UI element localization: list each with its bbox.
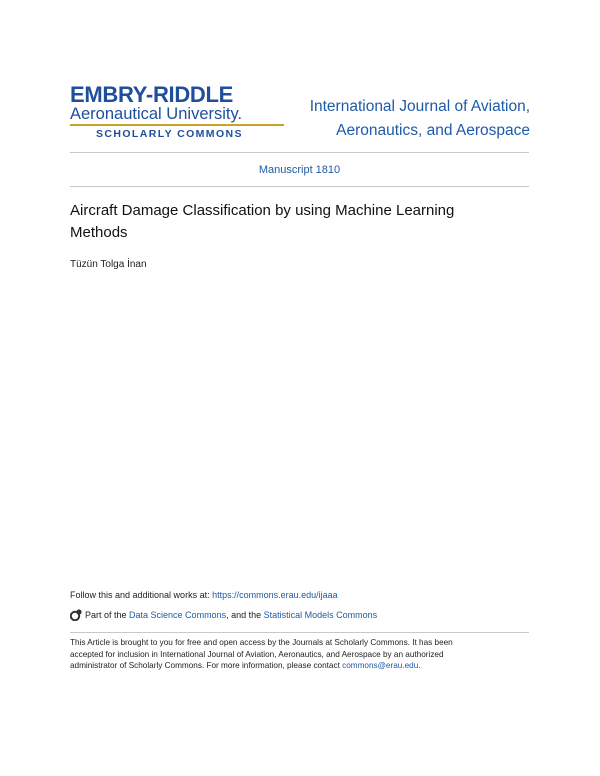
manuscript-divider bbox=[70, 186, 529, 187]
access-statement bbox=[70, 637, 510, 672]
access-statement-suffix: . bbox=[418, 661, 421, 670]
logo-subtitle: Aeronautical University. bbox=[70, 105, 243, 123]
header-divider bbox=[70, 152, 529, 153]
commons-network-icon bbox=[70, 609, 82, 623]
part-of-line bbox=[70, 609, 377, 623]
logo-tagline: SCHOLARLY COMMONS bbox=[96, 128, 243, 140]
part-of-prefix: Part of the bbox=[85, 610, 130, 620]
access-statement-line-1: This Article is brought to you for free and open access by the Journals at Scholarly Commons. It has been bbox=[70, 638, 453, 647]
access-statement-line-3 bbox=[70, 660, 510, 672]
logo-wordmark: EMBRY-RIDDLE bbox=[70, 82, 234, 107]
journal-title[interactable] bbox=[300, 95, 530, 143]
access-statement-prefix: administrator of Scholarly Commons. For more information, please contact bbox=[70, 661, 343, 670]
follow-line bbox=[70, 590, 338, 600]
journal-title-line-1: International Journal of Aviation, bbox=[309, 98, 530, 115]
collection-link[interactable]: https://commons.erau.edu/ijaaa bbox=[212, 590, 338, 600]
follow-prefix: Follow this and additional works at: bbox=[70, 590, 213, 600]
article-title-line-2: Methods bbox=[70, 224, 128, 241]
author-name: Tüzün Tolga İnan bbox=[70, 259, 147, 270]
manuscript-number: Manuscript 1810 bbox=[258, 164, 341, 176]
part-of-middle: , and the bbox=[226, 610, 264, 620]
contact-email-link[interactable]: commons@erau.edu bbox=[342, 661, 419, 670]
footer-divider bbox=[70, 632, 529, 633]
erau-logo[interactable] bbox=[70, 84, 290, 140]
access-statement-line-2: accepted for inclusion in International Journal of Aviation, Aeronautics, and Aerospace by an authorized bbox=[70, 649, 444, 659]
statistical-models-commons-link[interactable]: Statistical Models Commons bbox=[263, 610, 378, 620]
journal-title-line-2: Aeronautics, and Aerospace bbox=[336, 122, 530, 139]
article-title bbox=[70, 200, 510, 244]
article-title-line-1: Aircraft Damage Classification by using Machine Learning bbox=[70, 202, 455, 219]
data-science-commons-link[interactable]: Data Science Commons bbox=[129, 610, 227, 620]
logo-divider bbox=[70, 124, 284, 126]
